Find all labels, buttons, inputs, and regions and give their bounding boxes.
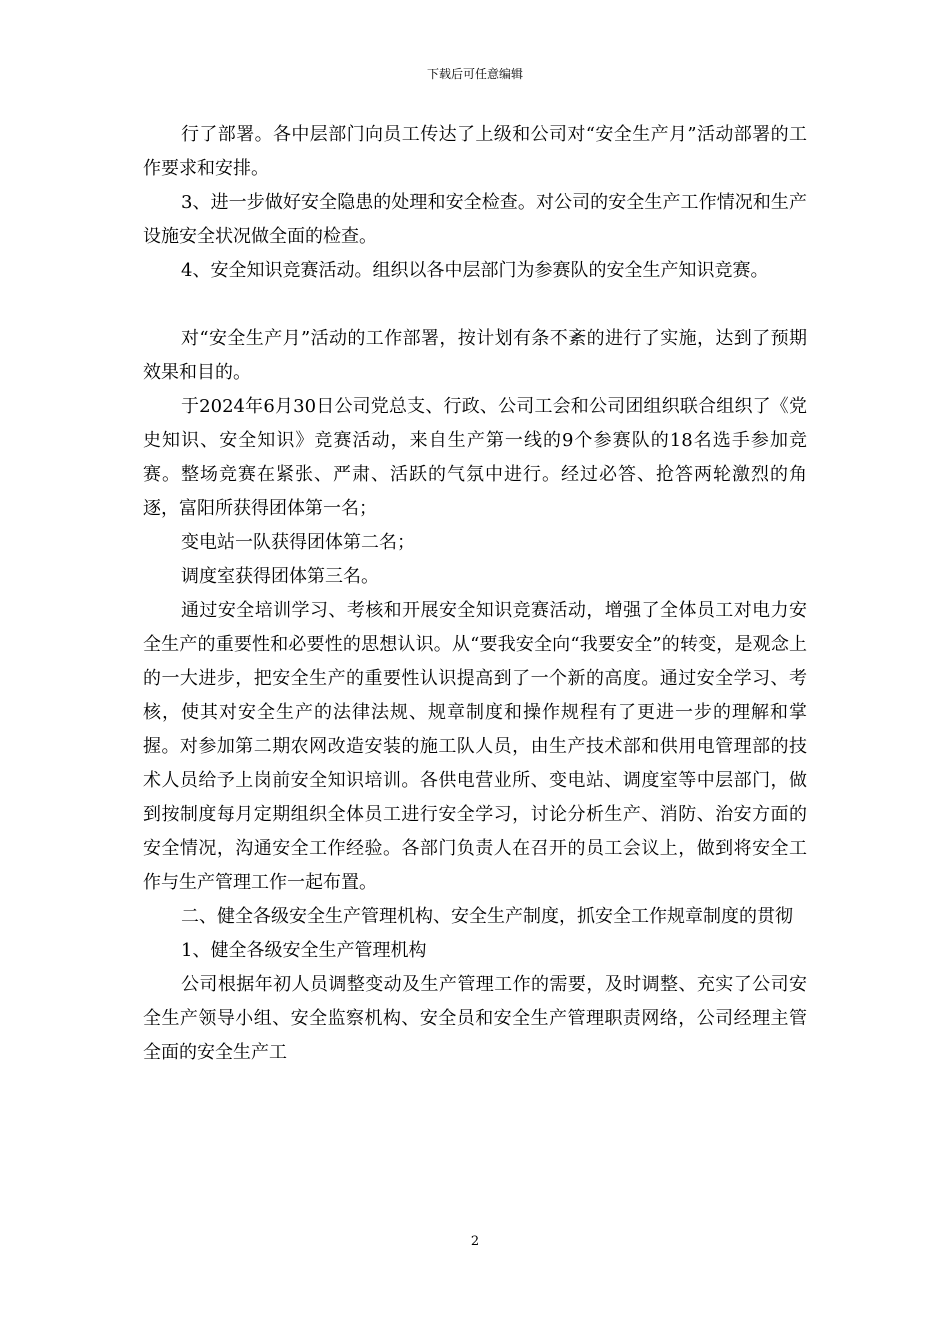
paragraph-second-place: 变电站一队获得团体第二名； <box>181 532 415 553</box>
paragraph-continuation: 行了部署。各中层部门向员工传达了上级和公司对“安全生产月”活动部署的工作要求和安排。 <box>143 124 807 179</box>
paragraph-item-4: 4、安全知识竞赛活动。组织以各中层部门为参赛队的安全生产知识竞赛。 <box>181 260 769 281</box>
paragraph-organization: 公司根据年初人员调整变动及生产管理工作的需要，及时调整、充实了公司安全生产领导小组、安全监察机构、安全员和安全生产管理职责网络，公司经理主管全面的安全生产工 <box>143 974 807 1063</box>
subsection-heading-1: 1、健全各级安全生产管理机构 <box>181 940 427 961</box>
paragraph-third-place: 调度室获得团体第三名。 <box>181 566 379 587</box>
paragraph-training: 通过安全培训学习、考核和开展安全知识竞赛活动，增强了全体员工对电力安全生产的重要性和必要性的思想认识。从“要我安全向“我要安全”的转变，是观念上的一大进步，把安全生产的重要性认识提高到了一个新的高度。通过安全学习、考核，使其对安全生产的法律法规、规章制度和操作规程有了更进一步的理解和掌握。对参加第二期农网改造安装的施工队人员，由生产技术部和供用电管理部的技术人员给予上岗前安全知识培训。各供电营业所、变电站、调度室等中层部门，做到按制度每月定期组织全体员工进行安全学习，讨论分析生产、消防、治安方面的安全情况，沟通安全工作经验。各部门负责人在召开的员工会议上，做到将安全工作与生产管理工作一起布置。 <box>143 600 807 893</box>
paragraph-gap <box>143 288 807 322</box>
paragraph-item-3: 3、进一步做好安全隐患的处理和安全检查。对公司的安全生产工作情况和生产设施安全状况做全面的检查。 <box>143 192 807 247</box>
paragraph-deployment: 对“安全生产月”活动的工作部署，按计划有条不紊的进行了实施，达到了预期效果和目的。 <box>143 328 807 383</box>
paragraph-competition: 于2024年6月30日公司党总支、行政、公司工会和公司团组织联合组织了《党史知识、安全知识》竞赛活动，来自生产第一线的9个参赛队的18名选手参加竞赛。整场竞赛在紧张、严肃、活跃的气氛中进行。经过必答、抢答两轮激烈的角逐，富阳所获得团体第一名； <box>143 396 807 519</box>
page-header: 下载后可任意编辑 <box>426 67 523 81</box>
document-body <box>143 118 807 1070</box>
page-number: 2 <box>470 1234 480 1249</box>
section-heading-2: 二、健全各级安全生产管理机构、安全生产制度，抓安全工作规章制度的贯彻 <box>181 906 793 927</box>
